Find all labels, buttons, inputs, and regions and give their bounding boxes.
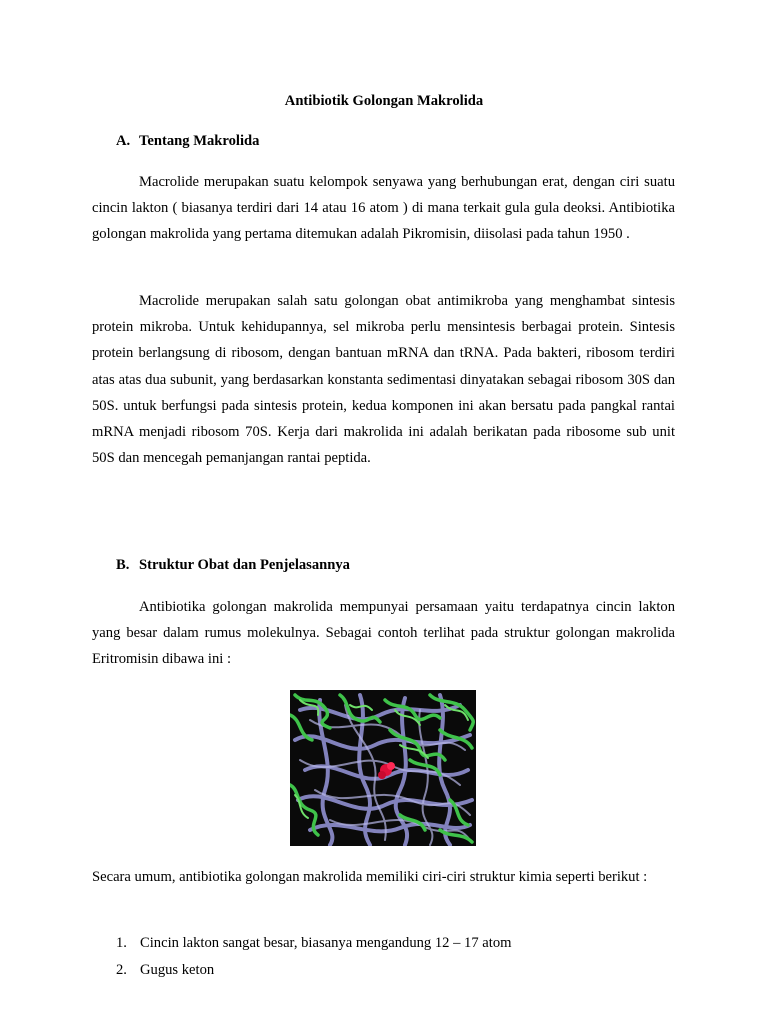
characteristics-list	[116, 932, 511, 986]
document-title: Antibiotik Golongan Makrolida	[284, 93, 484, 109]
section-a-paragraph-2: Macrolide merupakan salah satu golongan obat antimikroba yang menghambat sintesis protein mikroba. Untuk kehidupannya, sel mikroba perlu mensintesis berbagai protein. Sintesis protein berlangsung di ribosom, dengan bantuan mRNA dan tRNA. Pada bakteri, ribosom terdiri atas atas dua subunit, yang berdasarkan konstanta sedimentasi dinyatakan sebagai ribosom 30S dan 50S. untuk berfungsi pada sintesis protein, kedua komponen ini akan bersatu pada pangkal rantai mRNA menjadi ribosom 70S. Kerja dari makrolida ini adalah berikatan pada ribosome sub unit 50S dan mencegah pemanjangan rantai peptida.	[92, 293, 675, 467]
list-item-number: 1.	[116, 935, 127, 951]
section-b-paragraph: Antibiotika golongan makrolida mempunyai persamaan yaitu terdapatnya cincin lakton yang besar dalam rumus molekulnya. Sebagai contoh terlihat pada struktur golongan makrolida Eritromisin dibawa ini :	[92, 599, 675, 668]
section-b-heading	[116, 557, 350, 574]
list-item-text: Gugus keton	[140, 962, 215, 978]
section-a-title: Tentang Makrolida	[139, 133, 260, 149]
list-item-number: 2.	[116, 962, 127, 978]
ribosome-figure	[290, 690, 476, 846]
section-a-heading	[116, 133, 259, 150]
list-item	[116, 932, 511, 959]
ribosome-image	[290, 690, 476, 846]
section-a-letter: A.	[116, 133, 131, 149]
list-item-text: Cincin lakton sangat besar, biasanya mengandung 12 – 17 atom	[140, 935, 512, 951]
after-figure-paragraph: Secara umum, antibiotika golongan makrolida memiliki ciri-ciri struktur kimia seperti berikut :	[92, 869, 648, 885]
section-a-paragraph-1: Macrolide merupakan suatu kelompok senyawa yang berhubungan erat, dengan ciri suatu cincin lakton ( biasanya terdiri dari 14 atau 16 atom ) di mana terkait gula gula deoksi. Antibiotika golongan makrolida yang pertama ditemukan adalah Pikromisin, diisolasi pada tahun 1950 .	[92, 174, 675, 243]
section-b-letter: B.	[116, 557, 130, 573]
section-b-title: Struktur Obat dan Penjelasannya	[139, 557, 350, 573]
list-item	[116, 959, 511, 986]
